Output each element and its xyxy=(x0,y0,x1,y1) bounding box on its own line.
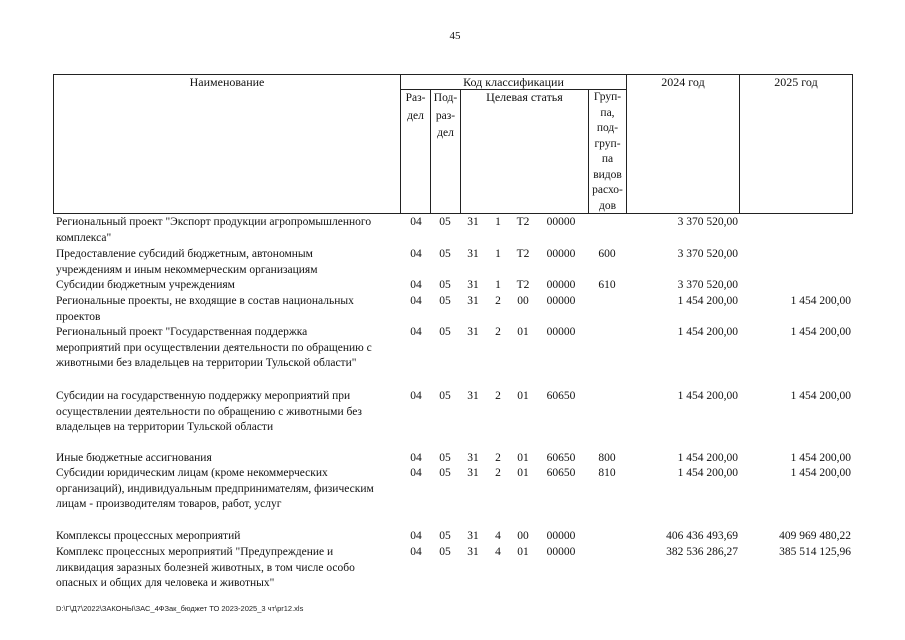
cell-2024: 382 536 286,27 xyxy=(666,546,738,558)
page-number: 45 xyxy=(449,30,461,42)
cell-subprogram: 4 xyxy=(495,546,501,558)
cell-program: 31 xyxy=(467,467,479,479)
cell-program: 31 xyxy=(467,216,479,228)
row-name-line: владельцев на территории Тульской области xyxy=(56,421,274,433)
cell-group: 600 xyxy=(598,248,616,260)
table-row xyxy=(0,215,905,247)
cell-event: Т2 xyxy=(516,248,530,260)
cell-direction: 00000 xyxy=(546,279,576,291)
cell-2025: 385 514 125,96 xyxy=(779,546,851,558)
row-name xyxy=(56,545,401,592)
header-podrazdel xyxy=(431,90,460,143)
cell-event: 00 xyxy=(517,530,529,542)
cell-2025: 1 454 200,00 xyxy=(790,390,851,402)
cell-event: 01 xyxy=(517,390,529,402)
cell-subprogram: 2 xyxy=(495,452,501,464)
header-code: Код классификации xyxy=(463,75,564,89)
table-row xyxy=(0,466,905,514)
cell-direction: 00000 xyxy=(546,326,576,338)
row-name-line: организаций), индивидуальным предпринимателям, физическим xyxy=(56,482,374,495)
header-group-line: расхо- xyxy=(592,184,623,196)
row-name-line: проектов xyxy=(56,310,101,323)
cell-event: Т2 xyxy=(516,216,530,228)
table-row xyxy=(0,294,905,326)
cell-subprogram: 1 xyxy=(495,216,501,228)
cell-group: 800 xyxy=(598,452,616,464)
row-name xyxy=(56,215,401,246)
cell-program: 31 xyxy=(467,390,479,402)
row-name-line: Региональный проект "Экспорт продукции агропромышленного xyxy=(56,216,372,228)
row-name-line: Субсидии на государственную поддержку мероприятий при xyxy=(56,390,351,402)
header-group xyxy=(589,90,626,214)
cell-subprogram: 2 xyxy=(495,295,501,307)
cell-event: 01 xyxy=(517,326,529,338)
row-name-line: опасных и общих для человека и животных" xyxy=(56,577,275,589)
cell-event: 00 xyxy=(517,295,529,307)
row-name-line: Субсидии бюджетным учреждениям xyxy=(56,279,235,291)
cell-razdel: 04 xyxy=(410,390,422,402)
cell-direction: 60650 xyxy=(546,390,576,402)
cell-group: 610 xyxy=(598,279,616,291)
header-podrazdel-line: раз- xyxy=(435,109,456,122)
cell-podrazdel: 05 xyxy=(439,452,451,464)
header-podrazdel-line: дел xyxy=(437,127,454,139)
cell-direction: 00000 xyxy=(546,546,576,558)
cell-program: 31 xyxy=(467,279,479,291)
cell-program: 31 xyxy=(467,546,479,558)
cell-subprogram: 2 xyxy=(495,467,501,479)
row-name xyxy=(56,294,401,325)
row-name-line: Комплексы процессных мероприятий xyxy=(56,530,241,542)
table-row xyxy=(0,451,905,467)
file-path-footer: D:\Г\Д7\2022\ЗАКОНЫ\ЗАС_4ФЗак_бюджет ТО 2023-2025_3 чт\pr12.xls xyxy=(56,604,304,613)
row-name-line: мероприятий при осуществлении деятельности по обращению с xyxy=(56,341,372,354)
cell-direction: 00000 xyxy=(546,216,576,228)
cell-direction: 00000 xyxy=(546,248,576,260)
row-name-line: комплекса" xyxy=(56,231,112,244)
table-row xyxy=(0,389,905,437)
cell-2024: 1 454 200,00 xyxy=(677,295,738,307)
row-name xyxy=(56,466,401,513)
cell-podrazdel: 05 xyxy=(439,530,451,542)
cell-event: Т2 xyxy=(516,279,530,291)
row-name-line: животными без владельцев на территории Тульской области" xyxy=(56,357,357,369)
cell-subprogram: 2 xyxy=(495,390,501,402)
cell-razdel: 04 xyxy=(410,248,422,260)
row-name xyxy=(56,278,401,294)
row-name xyxy=(56,451,401,467)
cell-subprogram: 4 xyxy=(495,530,501,542)
cell-direction: 00000 xyxy=(546,530,576,542)
cell-podrazdel: 05 xyxy=(439,390,451,402)
cell-razdel: 04 xyxy=(410,546,422,558)
cell-podrazdel: 05 xyxy=(439,248,451,260)
col-divider xyxy=(852,74,853,214)
row-name-line: учреждениям и иным некоммерческим организациям xyxy=(56,263,318,276)
header-target: Целевая статья xyxy=(486,90,563,104)
row-name xyxy=(56,247,401,278)
cell-2024: 1 454 200,00 xyxy=(677,452,738,464)
cell-razdel: 04 xyxy=(410,530,422,542)
row-name-line: Комплекс процессных мероприятий "Предупреждение и xyxy=(56,546,334,558)
cell-direction: 60650 xyxy=(546,452,576,464)
cell-subprogram: 1 xyxy=(495,248,501,260)
cell-subprogram: 2 xyxy=(495,326,501,338)
header-razdel-line: дел xyxy=(407,109,424,122)
cell-event: 01 xyxy=(517,452,529,464)
header-razdel-line: Раз- xyxy=(405,92,426,104)
cell-2024: 3 370 520,00 xyxy=(677,279,738,291)
header-group-line: Груп- xyxy=(593,91,622,103)
cell-2024: 1 454 200,00 xyxy=(677,390,738,402)
row-name-line: ликвидация заразных болезней животных, в том числе особо xyxy=(56,561,355,574)
row-name-line: Субсидии юридическим лицам (кроме некоммерческих xyxy=(56,467,328,479)
cell-program: 31 xyxy=(467,452,479,464)
cell-event: 01 xyxy=(517,546,529,558)
cell-razdel: 04 xyxy=(410,326,422,338)
header-razdel xyxy=(401,90,430,125)
cell-podrazdel: 05 xyxy=(439,216,451,228)
header-group-line: па xyxy=(601,153,614,165)
row-name xyxy=(56,389,401,436)
header-group-line: под- xyxy=(596,122,619,134)
col-divider xyxy=(53,74,54,214)
cell-2024: 1 454 200,00 xyxy=(677,467,738,479)
table-row xyxy=(0,278,905,294)
cell-subprogram: 1 xyxy=(495,279,501,291)
header-group-line: груп- xyxy=(594,137,621,150)
table-row xyxy=(0,325,905,373)
cell-direction: 00000 xyxy=(546,295,576,307)
cell-2024: 1 454 200,00 xyxy=(677,326,738,338)
header-group-line: видов xyxy=(593,168,622,181)
row-name-line: осуществлении деятельности по обращению с животными без xyxy=(56,405,362,418)
cell-2024: 406 436 493,69 xyxy=(666,530,738,542)
cell-direction: 60650 xyxy=(546,467,576,479)
cell-2025: 1 454 200,00 xyxy=(790,326,851,338)
cell-program: 31 xyxy=(467,295,479,307)
table-row xyxy=(0,247,905,279)
header-2024: 2024 год xyxy=(661,75,705,89)
col-divider xyxy=(460,89,461,214)
table-border-header-bottom xyxy=(53,213,852,214)
row-name xyxy=(56,529,401,545)
header-group-line: дов xyxy=(598,199,617,212)
header-2025: 2025 год xyxy=(774,75,818,89)
header-name: Наименование xyxy=(189,75,265,89)
cell-razdel: 04 xyxy=(410,452,422,464)
cell-program: 31 xyxy=(467,248,479,260)
cell-razdel: 04 xyxy=(410,279,422,291)
cell-podrazdel: 05 xyxy=(439,326,451,338)
col-divider xyxy=(739,74,740,214)
row-name-line: Региональные проекты, не входящие в состав национальных xyxy=(56,295,354,307)
row-name-line: Предоставление субсидий бюджетным, автономным xyxy=(56,248,313,260)
row-name xyxy=(56,325,401,372)
col-divider xyxy=(626,74,627,214)
cell-program: 31 xyxy=(467,326,479,338)
table-row xyxy=(0,545,905,593)
cell-2025: 1 454 200,00 xyxy=(790,467,851,479)
cell-podrazdel: 05 xyxy=(439,279,451,291)
table-row xyxy=(0,529,905,545)
cell-event: 01 xyxy=(517,467,529,479)
cell-2025: 1 454 200,00 xyxy=(790,295,851,307)
cell-podrazdel: 05 xyxy=(439,467,451,479)
cell-2024: 3 370 520,00 xyxy=(677,216,738,228)
cell-2025: 409 969 480,22 xyxy=(779,530,851,542)
row-name-line: Иные бюджетные ассигнования xyxy=(56,452,212,464)
cell-razdel: 04 xyxy=(410,467,422,479)
row-name-line: лицам - производителям товаров, работ, услуг xyxy=(56,498,282,510)
cell-program: 31 xyxy=(467,530,479,542)
cell-2025: 1 454 200,00 xyxy=(790,452,851,464)
cell-podrazdel: 05 xyxy=(439,295,451,307)
cell-podrazdel: 05 xyxy=(439,546,451,558)
cell-2024: 3 370 520,00 xyxy=(677,248,738,260)
header-group-line: па, xyxy=(600,106,615,119)
header-podrazdel-line: Под- xyxy=(433,92,458,104)
cell-razdel: 04 xyxy=(410,216,422,228)
row-name-line: Региональный проект "Государственная поддержка xyxy=(56,326,308,338)
cell-group: 810 xyxy=(598,467,616,479)
cell-razdel: 04 xyxy=(410,295,422,307)
